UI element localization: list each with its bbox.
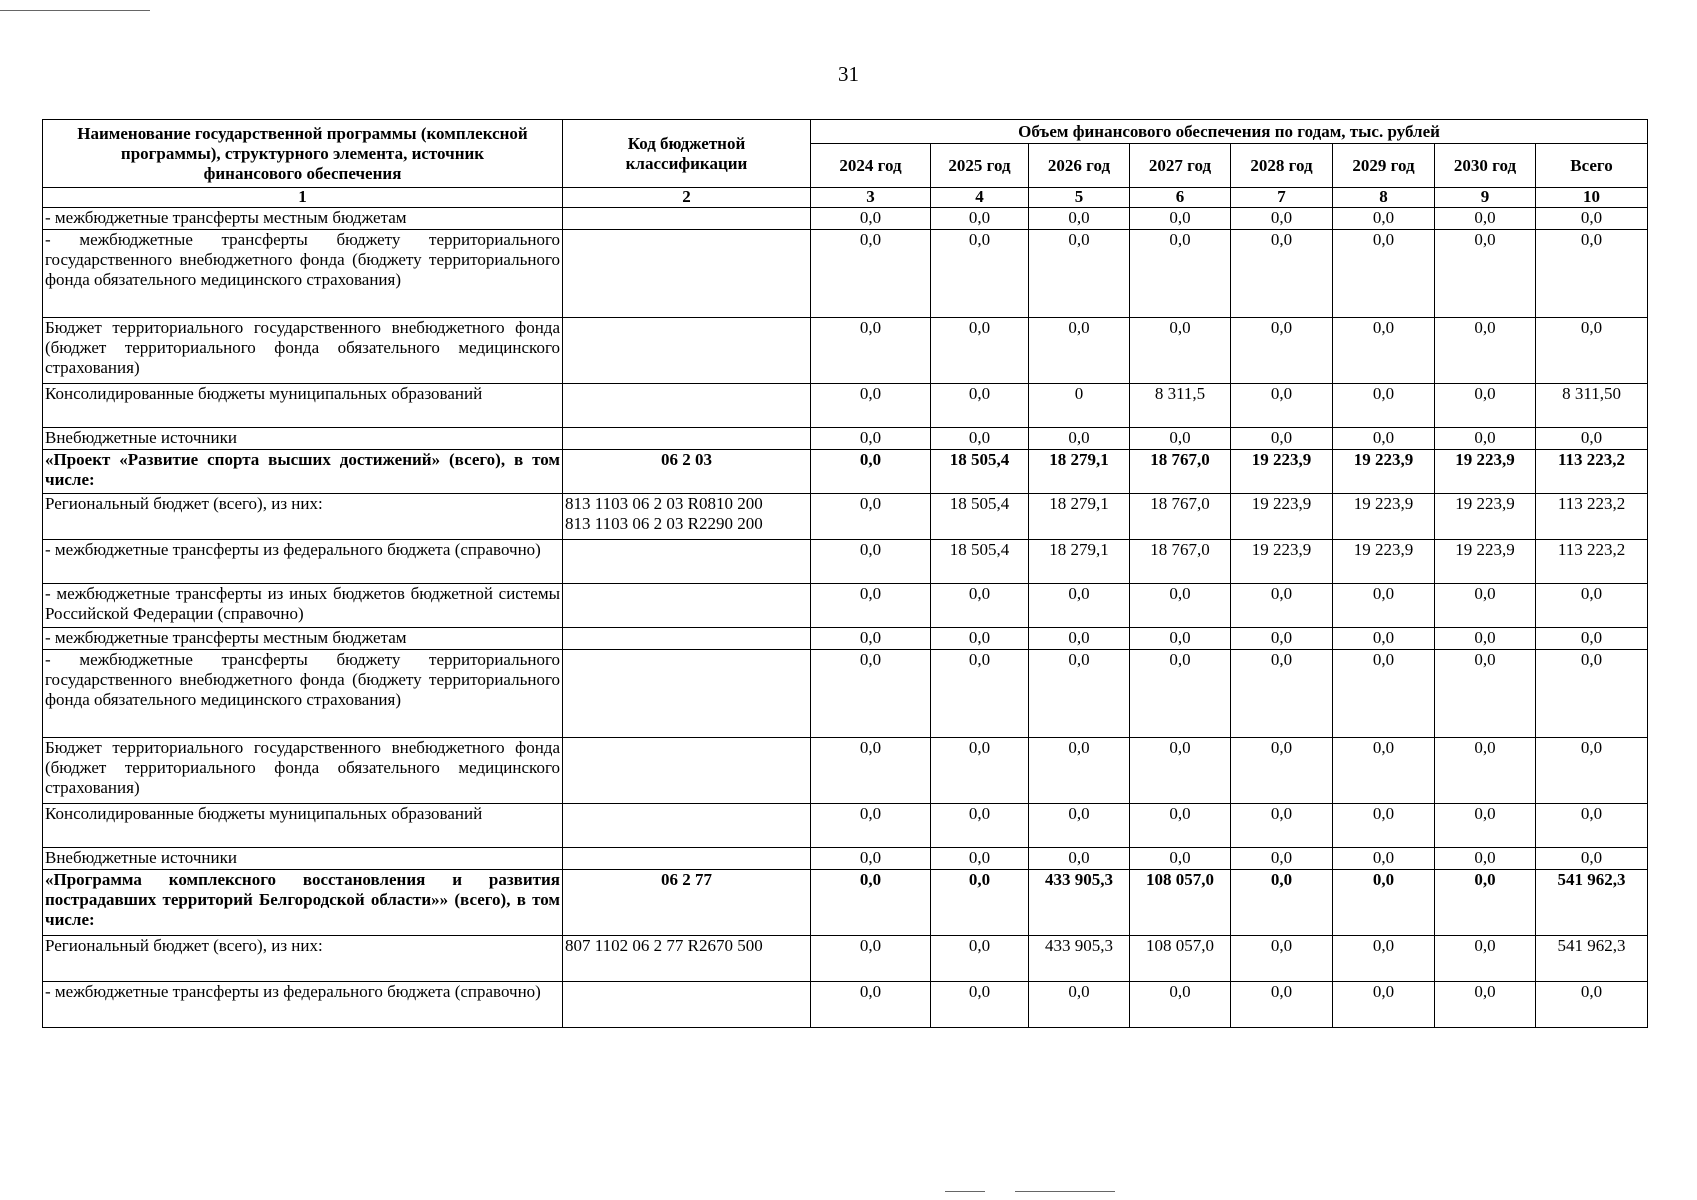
row-value: 19 223,9 (1231, 540, 1333, 584)
row-value: 433 905,3 (1029, 936, 1130, 982)
row-code (563, 208, 811, 230)
row-value: 0,0 (1536, 584, 1648, 628)
table-row (43, 848, 1648, 870)
row-value: 113 223,2 (1536, 450, 1648, 494)
table-row (43, 230, 1648, 318)
row-value: 0,0 (1435, 628, 1536, 650)
row-value: 0,0 (1130, 650, 1231, 738)
row-value: 0,0 (1435, 384, 1536, 428)
row-value: 0,0 (1435, 738, 1536, 804)
row-value: 0,0 (811, 230, 931, 318)
row-value: 0,0 (1130, 738, 1231, 804)
row-value: 0,0 (811, 384, 931, 428)
row-value: 0,0 (931, 584, 1029, 628)
row-value: 18 279,1 (1029, 540, 1130, 584)
column-number: 5 (1029, 188, 1130, 208)
row-value: 0,0 (1130, 848, 1231, 870)
row-value: 0,0 (1435, 982, 1536, 1028)
header-code: Код бюджетной классификации (563, 120, 811, 188)
row-code (563, 804, 811, 848)
row-value: 0,0 (1130, 804, 1231, 848)
row-value: 19 223,9 (1435, 450, 1536, 494)
row-code (563, 540, 811, 584)
row-value: 0,0 (1333, 230, 1435, 318)
table-row (43, 450, 1648, 494)
row-value: 18 279,1 (1029, 450, 1130, 494)
row-value: 0,0 (1333, 650, 1435, 738)
row-value: 0,0 (1333, 982, 1435, 1028)
scan-edge-line (945, 1191, 985, 1192)
row-value: 0,0 (1130, 230, 1231, 318)
row-value: 0,0 (811, 584, 931, 628)
row-name: Внебюджетные источники (43, 428, 563, 450)
row-value: 0,0 (1536, 208, 1648, 230)
row-value: 19 223,9 (1435, 540, 1536, 584)
row-name: Консолидированные бюджеты муниципальных образований (43, 804, 563, 848)
scan-edge-line (1015, 1191, 1115, 1192)
row-value: 0,0 (1029, 428, 1130, 450)
row-value: 0,0 (811, 738, 931, 804)
header-year: 2029 год (1333, 144, 1435, 188)
row-value: 0,0 (1231, 936, 1333, 982)
column-number: 8 (1333, 188, 1435, 208)
row-code: 807 1102 06 2 77 R2670 500 (563, 936, 811, 982)
row-value: 0,0 (1536, 428, 1648, 450)
row-value: 0,0 (811, 870, 931, 936)
row-value: 0,0 (1333, 936, 1435, 982)
row-value: 113 223,2 (1536, 494, 1648, 540)
table-row (43, 428, 1648, 450)
table-row (43, 628, 1648, 650)
row-value: 19 223,9 (1333, 494, 1435, 540)
column-number: 3 (811, 188, 931, 208)
row-value: 541 962,3 (1536, 936, 1648, 982)
row-value: 433 905,3 (1029, 870, 1130, 936)
row-value: 0,0 (1333, 208, 1435, 230)
row-value: 0,0 (811, 848, 931, 870)
row-value: 0,0 (1130, 628, 1231, 650)
row-name: - межбюджетные трансферты из федерального бюджета (справочно) (43, 540, 563, 584)
table-row (43, 804, 1648, 848)
row-value: 0,0 (931, 848, 1029, 870)
row-value: 0,0 (1435, 230, 1536, 318)
row-value: 0,0 (931, 628, 1029, 650)
row-value: 0,0 (1231, 982, 1333, 1028)
row-value: 0,0 (1231, 738, 1333, 804)
row-code: 813 1103 06 2 03 R0810 200 813 1103 06 2 03 R2290 200 (563, 494, 811, 540)
row-value: 18 767,0 (1130, 450, 1231, 494)
row-value: 0,0 (1333, 384, 1435, 428)
row-code: 06 2 77 (563, 870, 811, 936)
row-value: 0,0 (1435, 208, 1536, 230)
row-value: 0,0 (1029, 982, 1130, 1028)
row-code (563, 738, 811, 804)
row-value: 0,0 (931, 384, 1029, 428)
row-value: 0,0 (1029, 584, 1130, 628)
row-code (563, 628, 811, 650)
row-value: 8 311,50 (1536, 384, 1648, 428)
row-value: 0,0 (811, 318, 931, 384)
header-year: 2026 год (1029, 144, 1130, 188)
row-value: 0,0 (1029, 848, 1130, 870)
row-code (563, 584, 811, 628)
row-value: 0,0 (1536, 738, 1648, 804)
row-value: 0,0 (1231, 318, 1333, 384)
row-value: 18 505,4 (931, 540, 1029, 584)
row-value: 108 057,0 (1130, 936, 1231, 982)
column-number: 7 (1231, 188, 1333, 208)
row-value: 0,0 (1029, 804, 1130, 848)
row-value: 0,0 (931, 428, 1029, 450)
row-value: 0,0 (931, 982, 1029, 1028)
row-value: 0,0 (811, 650, 931, 738)
row-value: 8 311,5 (1130, 384, 1231, 428)
header-year: 2028 год (1231, 144, 1333, 188)
row-name: - межбюджетные трансферты местным бюджетам (43, 628, 563, 650)
row-value: 0,0 (1435, 318, 1536, 384)
table-row (43, 318, 1648, 384)
row-value: 541 962,3 (1536, 870, 1648, 936)
row-value: 0,0 (1231, 628, 1333, 650)
row-value: 0,0 (1435, 650, 1536, 738)
scan-edge-line (0, 10, 150, 11)
row-value: 0,0 (1333, 428, 1435, 450)
row-value: 0,0 (811, 540, 931, 584)
row-value: 0,0 (1231, 208, 1333, 230)
row-value: 0,0 (1130, 428, 1231, 450)
page-number: 31 (838, 62, 859, 86)
row-value: 0,0 (811, 628, 931, 650)
row-value: 0,0 (1130, 318, 1231, 384)
row-value: 0,0 (1333, 738, 1435, 804)
row-value: 0,0 (1130, 208, 1231, 230)
row-code: 06 2 03 (563, 450, 811, 494)
row-code (563, 230, 811, 318)
row-code (563, 318, 811, 384)
row-value: 0,0 (931, 804, 1029, 848)
row-code (563, 384, 811, 428)
row-value: 0,0 (931, 318, 1029, 384)
row-value: 0,0 (1536, 848, 1648, 870)
row-value: 0,0 (1435, 428, 1536, 450)
table-row (43, 738, 1648, 804)
table-row (43, 384, 1648, 428)
row-value: 0,0 (811, 208, 931, 230)
column-number: 6 (1130, 188, 1231, 208)
row-name: Бюджет территориального государственного внебюджетного фонда (бюджет территориального фонда обязательного медицинского страхования) (43, 738, 563, 804)
row-name: - межбюджетные трансферты местным бюджетам (43, 208, 563, 230)
header-volume: Объем финансового обеспечения по годам, тыс. рублей (811, 120, 1648, 144)
table-row (43, 870, 1648, 936)
row-value: 18 767,0 (1130, 540, 1231, 584)
row-name: «Программа комплексного восстановления и развития пострадавших территорий Белгородской области»» (всего), в том числе: (43, 870, 563, 936)
row-value: 0,0 (811, 494, 931, 540)
row-value: 0,0 (1435, 936, 1536, 982)
row-value: 0,0 (1435, 584, 1536, 628)
row-value: 0,0 (811, 982, 931, 1028)
column-number: 4 (931, 188, 1029, 208)
header-name: Наименование государственной программы (комплексной программы), структурного элемента, источник финансового обеспечения (43, 120, 563, 188)
row-value: 19 223,9 (1435, 494, 1536, 540)
row-name: - межбюджетные трансферты бюджету территориального государственного внебюджетного фонда (бюджету территориального фонда обязательного медицинского страхования) (43, 650, 563, 738)
row-value: 113 223,2 (1536, 540, 1648, 584)
row-value: 0,0 (811, 428, 931, 450)
table-row (43, 982, 1648, 1028)
row-value: 0,0 (1029, 208, 1130, 230)
row-value: 0,0 (1333, 318, 1435, 384)
row-value: 0,0 (1435, 848, 1536, 870)
row-name: - межбюджетные трансферты из федерального бюджета (справочно) (43, 982, 563, 1028)
row-code (563, 848, 811, 870)
row-value: 0,0 (1333, 870, 1435, 936)
row-value: 19 223,9 (1231, 494, 1333, 540)
table-row (43, 650, 1648, 738)
row-value: 0,0 (811, 450, 931, 494)
row-value: 0,0 (931, 738, 1029, 804)
row-value: 0,0 (1536, 318, 1648, 384)
row-value: 0,0 (931, 208, 1029, 230)
row-value: 0 (1029, 384, 1130, 428)
row-value: 0,0 (1536, 804, 1648, 848)
row-value: 0,0 (811, 936, 931, 982)
row-name: - межбюджетные трансферты из иных бюджетов бюджетной системы Российской Федерации (справочно) (43, 584, 563, 628)
row-value: 0,0 (811, 804, 931, 848)
row-value: 0,0 (931, 870, 1029, 936)
row-name: «Проект «Развитие спорта высших достижений» (всего), в том числе: (43, 450, 563, 494)
column-number: 1 (43, 188, 563, 208)
row-value: 0,0 (1029, 628, 1130, 650)
row-value: 0,0 (1029, 650, 1130, 738)
row-value: 19 223,9 (1333, 540, 1435, 584)
header-year: 2024 год (811, 144, 931, 188)
row-value: 0,0 (931, 230, 1029, 318)
row-value: 0,0 (1536, 628, 1648, 650)
row-code (563, 650, 811, 738)
row-value: 0,0 (1333, 584, 1435, 628)
column-number: 9 (1435, 188, 1536, 208)
row-value: 0,0 (1231, 804, 1333, 848)
row-value: 0,0 (1435, 870, 1536, 936)
row-value: 0,0 (1130, 584, 1231, 628)
column-number: 2 (563, 188, 811, 208)
row-value: 0,0 (1231, 650, 1333, 738)
row-value: 0,0 (1029, 738, 1130, 804)
row-code (563, 428, 811, 450)
row-value: 18 505,4 (931, 450, 1029, 494)
row-name: Региональный бюджет (всего), из них: (43, 494, 563, 540)
header-year: 2027 год (1130, 144, 1231, 188)
header-year: 2025 год (931, 144, 1029, 188)
row-name: Консолидированные бюджеты муниципальных образований (43, 384, 563, 428)
row-value: 0,0 (931, 650, 1029, 738)
row-value: 108 057,0 (1130, 870, 1231, 936)
table-row (43, 494, 1648, 540)
row-code (563, 982, 811, 1028)
row-value: 19 223,9 (1333, 450, 1435, 494)
table-row (43, 584, 1648, 628)
row-value: 0,0 (1536, 982, 1648, 1028)
row-value: 0,0 (1333, 848, 1435, 870)
row-value: 18 505,4 (931, 494, 1029, 540)
row-name: Региональный бюджет (всего), из них: (43, 936, 563, 982)
row-value: 19 223,9 (1231, 450, 1333, 494)
row-value: 0,0 (1435, 804, 1536, 848)
financing-table (42, 119, 1648, 1028)
row-value: 0,0 (1333, 628, 1435, 650)
row-name: - межбюджетные трансферты бюджету территориального государственного внебюджетного фонда (бюджету территориального фонда обязательного медицинского страхования) (43, 230, 563, 318)
row-value: 0,0 (1231, 384, 1333, 428)
row-value: 0,0 (1231, 848, 1333, 870)
row-name: Бюджет территориального государственного внебюджетного фонда (бюджет территориального фонда обязательного медицинского страхования) (43, 318, 563, 384)
table-row (43, 540, 1648, 584)
row-value: 0,0 (1029, 318, 1130, 384)
row-value: 0,0 (1029, 230, 1130, 318)
row-value: 0,0 (931, 936, 1029, 982)
row-value: 0,0 (1231, 870, 1333, 936)
row-value: 0,0 (1231, 428, 1333, 450)
row-value: 0,0 (1536, 230, 1648, 318)
row-name: Внебюджетные источники (43, 848, 563, 870)
row-value: 0,0 (1130, 982, 1231, 1028)
header-year: 2030 год (1435, 144, 1536, 188)
header-year: Всего (1536, 144, 1648, 188)
row-value: 18 767,0 (1130, 494, 1231, 540)
row-value: 0,0 (1231, 230, 1333, 318)
row-value: 0,0 (1333, 804, 1435, 848)
table-row (43, 936, 1648, 982)
row-value: 0,0 (1231, 584, 1333, 628)
column-number: 10 (1536, 188, 1648, 208)
table-row (43, 208, 1648, 230)
row-value: 18 279,1 (1029, 494, 1130, 540)
row-value: 0,0 (1536, 650, 1648, 738)
